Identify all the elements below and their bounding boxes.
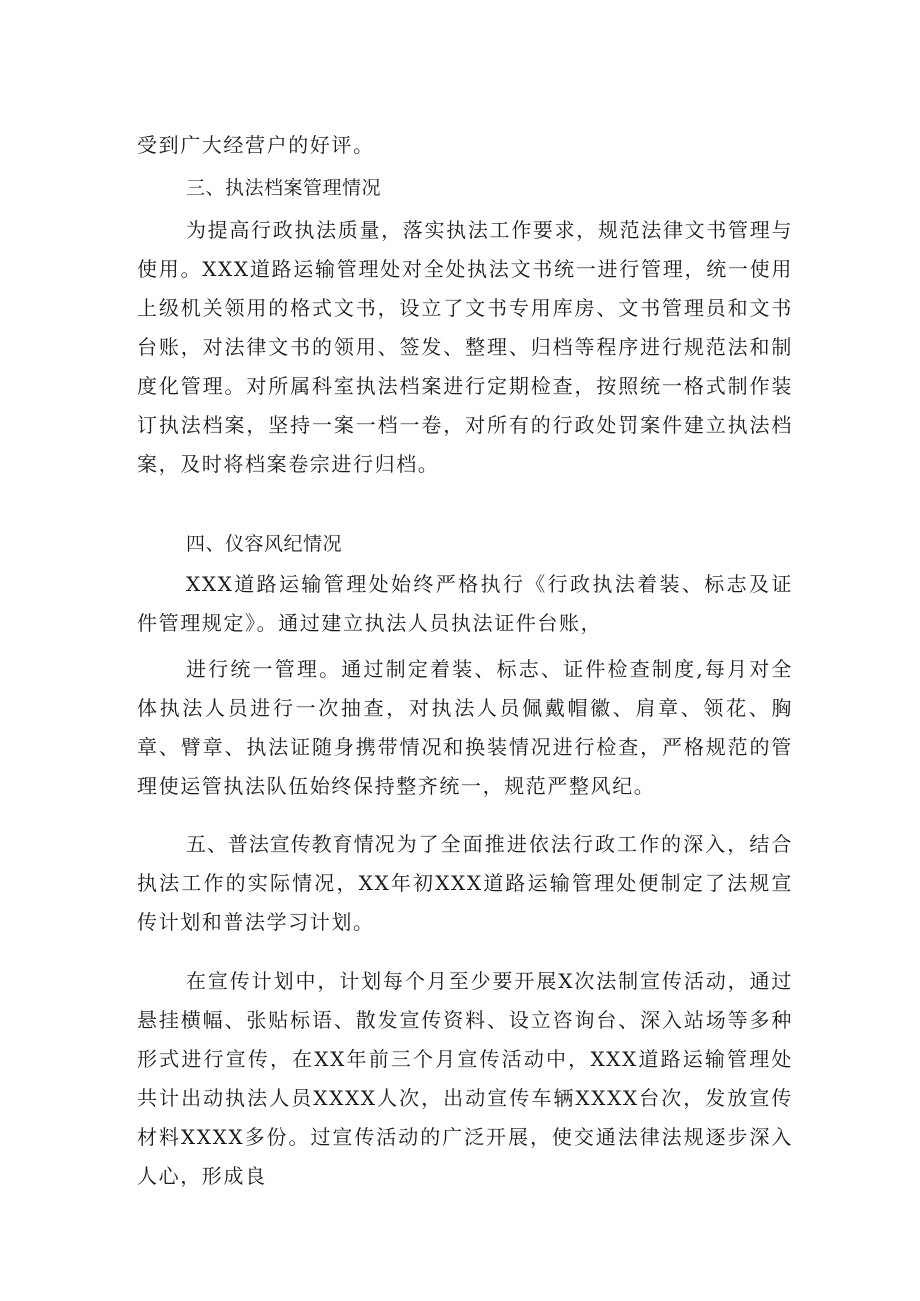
section-heading-4: 四、仪容风纪情况 bbox=[186, 533, 343, 555]
paragraph-legal-education bbox=[137, 825, 793, 942]
paragraph-legal-education-text: 况为了全面推进依法行政工作的深入，结合执法工作的实际情况，XX年初XXX道路运输管理处便制定了法规宣传计划和普法学习计划。 bbox=[137, 832, 793, 934]
section-heading-5: 五、普法宣传教育情 bbox=[186, 832, 375, 856]
paragraph-appearance-1: XXX道路运输管理处始终严格执行《行政执法着装、标志及证件管理规定》。通过建立执法人员执法证件台账， bbox=[137, 572, 793, 635]
paragraph-continuation: 受到广大经营户的好评。 bbox=[137, 133, 375, 157]
paragraph-archive-management: 为提高行政执法质量，落实执法工作要求，规范法律文书管理与使用。XXX道路运输管理处对全处执法文书统一进行管理，统一使用上级机关领用的格式文书，设立了文书专用库房、文书管理员和文书台账，对法律文书的领用、签发、整理、归档等程序进行规范法和制度化管理。对所属科室执法档案进行定期检查，按照统一格式制作装订执法档案，坚持一案一档一卷，对所有的行政处罚案件建立执法档案，及时将档案卷宗进行归档。 bbox=[137, 218, 793, 476]
section-heading-3: 三、执法档案管理情况 bbox=[186, 177, 382, 199]
paragraph-publicity-plan: 在宣传计划中，计划每个月至少要开展X次法制宣传活动，通过悬挂横幅、张贴标语、散发宣传资料、设立咨询台、深入站场等多种形式进行宣传，在XX年前三个月宣传活动中，XXX道路运输管理处共计出动执法人员XXXX人次，出动宣传车辆XXXX台次，发放宣传材料XXXX多份。过宣传活动的广泛开展，使交通法律法规逐步深入人心，形成良 bbox=[137, 969, 793, 1188]
paragraph-appearance-2: 进行统一管理。通过制定着装、标志、证件检查制度,每月对全体执法人员进行一次抽查，对执法人员佩戴帽徽、肩章、领花、胸章、臂章、执法证随身携带情况和换装情况进行检查，严格规范的管理使运管执法队伍始终保持整齐统一，规范严整风纪。 bbox=[137, 657, 793, 798]
